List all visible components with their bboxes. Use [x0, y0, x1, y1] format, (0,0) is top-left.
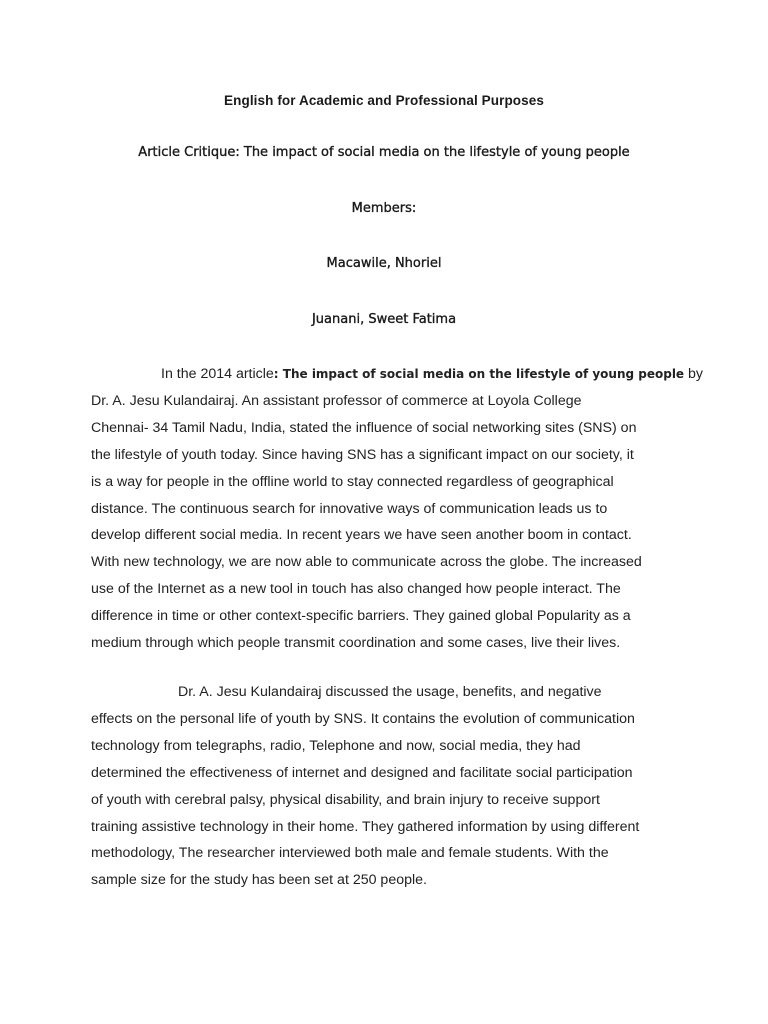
critique-title: Article Critique: The impact of social media on the lifestyle of young people	[138, 145, 630, 160]
paragraph-line: is a way for people in the offline world to stay connected regardless of geographical	[91, 473, 614, 490]
paragraph-line: sample size for the study has been set at 250 people.	[91, 872, 427, 889]
paragraph-line: determined the effectiveness of internet and designed and facilitate social participation	[91, 764, 633, 781]
paragraph-line: technology from telegraphs, radio, Telephone and now, social media, they had	[91, 737, 581, 754]
paragraph-line: the lifestyle of youth today. Since having SNS has a significant impact on our society, it	[91, 446, 634, 463]
paragraph-1	[91, 361, 704, 657]
paragraph-2	[91, 679, 681, 894]
paragraph-line: develop different social media. In recent years we have seen another boom in contact.	[91, 527, 632, 544]
paragraph-line: medium through which people transmit coordination and some cases, live their lives.	[91, 635, 621, 652]
paragraph-line: training assistive technology in their home. They gathered information by using different	[91, 818, 640, 835]
paragraph-line: effects on the personal life of youth by SNS. It contains the evolution of communication	[91, 710, 635, 727]
paragraph-line: methodology, The researcher interviewed both male and female students. With the	[91, 845, 609, 862]
paragraph-line: Dr. A. Jesu Kulandairaj discussed the usage, benefits, and negative	[178, 684, 602, 700]
paragraph-line	[91, 361, 704, 388]
paragraph-line: distance. The continuous search for innovative ways of communication leads us to	[91, 500, 608, 517]
article-intro-text: In the 2014 article	[161, 366, 274, 382]
member-name: Juanani, Sweet Fatima	[311, 312, 457, 327]
paragraph-line: Dr. A. Jesu Kulandairaj. An assistant professor of commerce at Loyola College	[91, 392, 582, 409]
article-intro-suffix: by	[684, 366, 704, 382]
article-title-inline: : The impact of social media on the lifestyle of young people	[273, 367, 685, 381]
paragraph-line: With new technology, we are now able to communicate across the globe. The increased	[91, 554, 642, 571]
members-label: Members:	[351, 201, 417, 216]
paragraph-line: difference in time or other context-specific barriers. They gained global Popularity as a	[91, 608, 631, 625]
paragraph-line: of youth with cerebral palsy, physical disability, and brain injury to receive support	[91, 791, 600, 808]
course-title: English for Academic and Professional Purposes	[224, 93, 544, 108]
paragraph-line: use of the Internet as a new tool in touch has also changed how people interact. The	[91, 581, 621, 598]
paragraph-line: Chennai- 34 Tamil Nadu, India, stated the influence of social networking sites (SNS) on	[91, 419, 637, 436]
member-name: Macawile, Nhoriel	[326, 256, 442, 271]
